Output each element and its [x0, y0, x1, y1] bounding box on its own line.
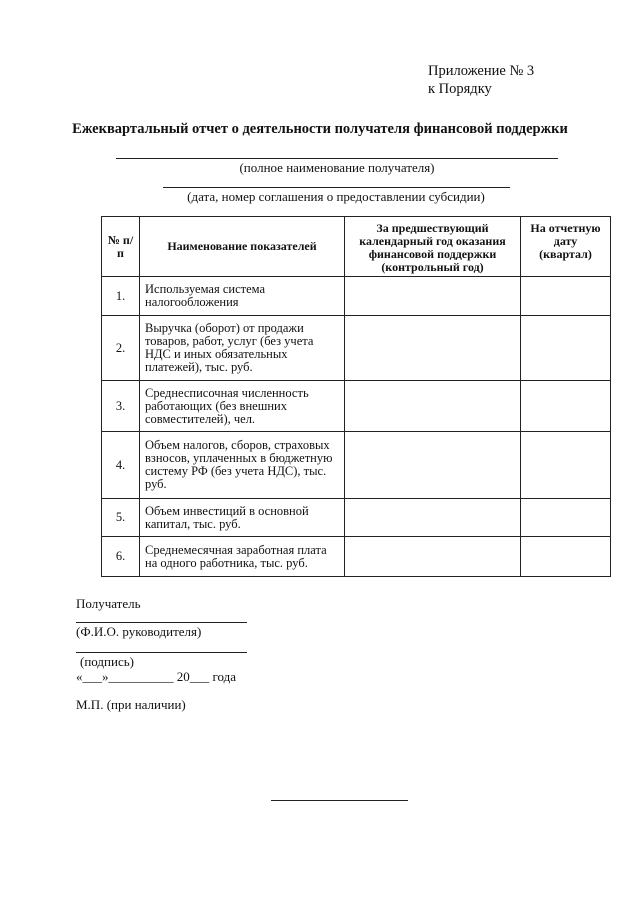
row-num: 2.: [102, 316, 140, 381]
report-table: [101, 216, 611, 577]
agreement-line: [163, 187, 510, 188]
table-row: [102, 537, 611, 577]
row-num: 4.: [102, 432, 140, 499]
appendix-reference: [428, 62, 534, 98]
table-row: [102, 277, 611, 316]
bottom-divider: [271, 800, 408, 801]
recipient-name-caption: (полное наименование получателя): [239, 160, 435, 175]
row-current-value: [521, 316, 611, 381]
row-current-value: [521, 537, 611, 577]
table-row: [102, 381, 611, 432]
signature-caption: (подпись): [80, 654, 134, 669]
row-name: Среднесписочная численность работающих (без внешних совместителей), чел.: [140, 381, 345, 432]
appendix-order: к Порядку: [428, 81, 492, 97]
table-row: [102, 432, 611, 499]
head-name-line: [76, 622, 247, 623]
table-row: [102, 499, 611, 537]
row-num: 1.: [102, 277, 140, 316]
header-previous-year: За предшествующий календарный год оказания финансовой поддержки (контрольный год): [345, 217, 521, 277]
row-current-value: [521, 277, 611, 316]
header-num: № п/п: [102, 217, 140, 277]
signature-line: [76, 652, 247, 653]
agreement-caption: (дата, номер соглашения о предоставлении субсидии): [187, 189, 485, 204]
row-current-value: [521, 432, 611, 499]
row-name: Выручка (оборот) от продажи товаров, работ, услуг (без учета НДС и иных обязательных платежей), тыс. руб.: [140, 316, 345, 381]
recipient-name-line: [116, 158, 558, 159]
recipient-label: Получатель: [76, 596, 141, 611]
row-previous-value: [345, 277, 521, 316]
stamp-label: М.П. (при наличии): [76, 697, 186, 712]
row-current-value: [521, 381, 611, 432]
header-name: Наименование показателей: [140, 217, 345, 277]
row-current-value: [521, 499, 611, 537]
header-current-date: На отчетную дату (квартал): [521, 217, 611, 277]
row-name: Объем инвестиций в основной капитал, тыс. руб.: [140, 499, 345, 537]
row-name: Используемая система налогообложения: [140, 277, 345, 316]
row-num: 6.: [102, 537, 140, 577]
row-num: 3.: [102, 381, 140, 432]
appendix-number: Приложение № 3: [428, 63, 535, 79]
row-previous-value: [345, 432, 521, 499]
document-title: Ежеквартальный отчет о деятельности получателя финансовой поддержки: [72, 121, 568, 137]
head-name-caption: (Ф.И.О. руководителя): [76, 624, 202, 639]
row-name: Объем налогов, сборов, страховых взносов, уплаченных в бюджетную систему РФ (без учета НДС), тыс. руб.: [140, 432, 345, 499]
row-previous-value: [345, 381, 521, 432]
row-previous-value: [345, 537, 521, 577]
row-previous-value: [345, 499, 521, 537]
row-previous-value: [345, 316, 521, 381]
table-row: [102, 316, 611, 381]
table-header-row: [102, 217, 611, 277]
row-num: 5.: [102, 499, 140, 537]
row-name: Среднемесячная заработная плата на одного работника, тыс. руб.: [140, 537, 345, 577]
date-line: «___»__________ 20___ года: [76, 669, 237, 684]
